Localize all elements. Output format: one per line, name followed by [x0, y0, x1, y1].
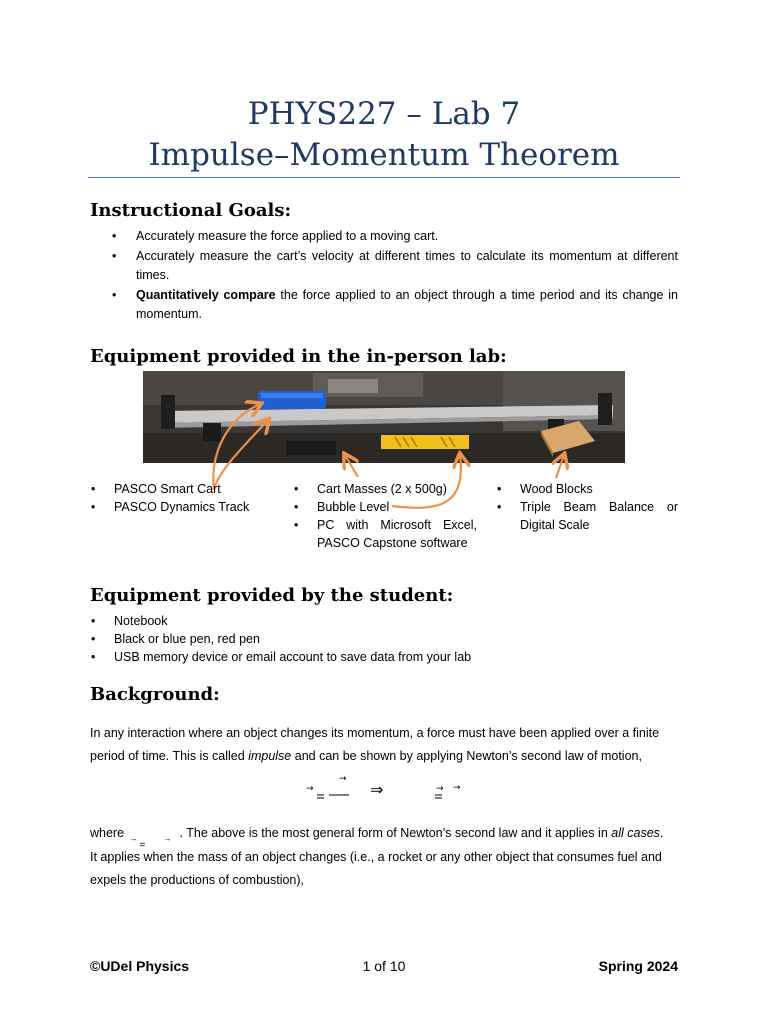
list-item: • Triple Beam Balance or Digital Scale — [497, 498, 678, 534]
text-run: and can be shown by applying Newton’s second law of motion, — [291, 749, 642, 763]
footer-page-number: 1 of 10 — [362, 958, 406, 974]
list-item: • USB memory device or email account to save data from your lab — [91, 648, 681, 666]
background-paragraph-3: It applies when the mass of an object changes (i.e., a rocket or any other object that consumes fuel and expels the productions of combustion), — [90, 850, 662, 887]
equipment-lab-col1 — [91, 480, 271, 516]
goals-heading: Instructional Goals: — [90, 200, 292, 221]
goals-item-bold: Quantitatively compare — [136, 287, 276, 302]
background-heading: Background: — [90, 684, 220, 705]
equipment-lab-col2 — [294, 480, 477, 552]
equipment-lab-heading: Equipment provided in the in-person lab: — [90, 346, 507, 367]
list-item: • Notebook — [91, 612, 681, 630]
goals-item: • Accurately measure the cart’s velocity at different times to calculate its momentum at different times. — [90, 247, 678, 286]
equation — [300, 772, 470, 804]
implies-symbol: ⇒ — [370, 782, 384, 799]
equipment-lab-col3 — [497, 480, 678, 534]
list-item: • Cart Masses (2 x 500g) — [294, 480, 477, 498]
svg-text:→: → — [339, 774, 347, 784]
list-item: • Wood Blocks — [497, 480, 678, 498]
goals-item-rest: the force applied to an object through a time period and its change in momentum. — [136, 287, 678, 321]
text-run: . The above is the most general form of Newton’s second law and it applies in — [179, 826, 612, 840]
text-emphasis: all cases — [611, 826, 660, 840]
footer-right: Spring 2024 — [598, 958, 678, 974]
page-title-line1: PHYS227 – Lab 7 — [247, 96, 521, 132]
list-item: • Black or blue pen, red pen — [91, 630, 681, 648]
text-run: where — [90, 826, 128, 840]
text-run: In any interaction where an object changes its momentum, a force must have been applied over a finite period of time. This is called — [90, 726, 660, 763]
list-item: • PASCO Smart Cart — [91, 480, 271, 498]
equipment-student-list — [91, 612, 681, 666]
goals-item: • Accurately measure the force applied to a moving cart. — [90, 227, 678, 247]
svg-text:→: → — [436, 784, 444, 794]
svg-text:→: → — [453, 783, 461, 793]
page-title-line2: Impulse–Momentum Theorem — [148, 137, 620, 173]
svg-text:→: → — [306, 784, 314, 794]
list-item: • PC with Microsoft Excel, PASCO Capstone software — [294, 516, 477, 552]
background-paragraph-1 — [90, 722, 680, 768]
text-emphasis: impulse — [248, 749, 292, 763]
footer-left: ©UDel Physics — [90, 958, 190, 974]
text-run: . — [659, 826, 664, 840]
list-item: • Bubble Level — [294, 498, 477, 516]
background-paragraph-2: where → = → . The above is the most general form of Newton’s second law and it applies in all cases. — [90, 826, 664, 851]
list-item: • PASCO Dynamics Track — [91, 498, 271, 516]
equipment-student-heading: Equipment provided by the student: — [90, 585, 454, 606]
